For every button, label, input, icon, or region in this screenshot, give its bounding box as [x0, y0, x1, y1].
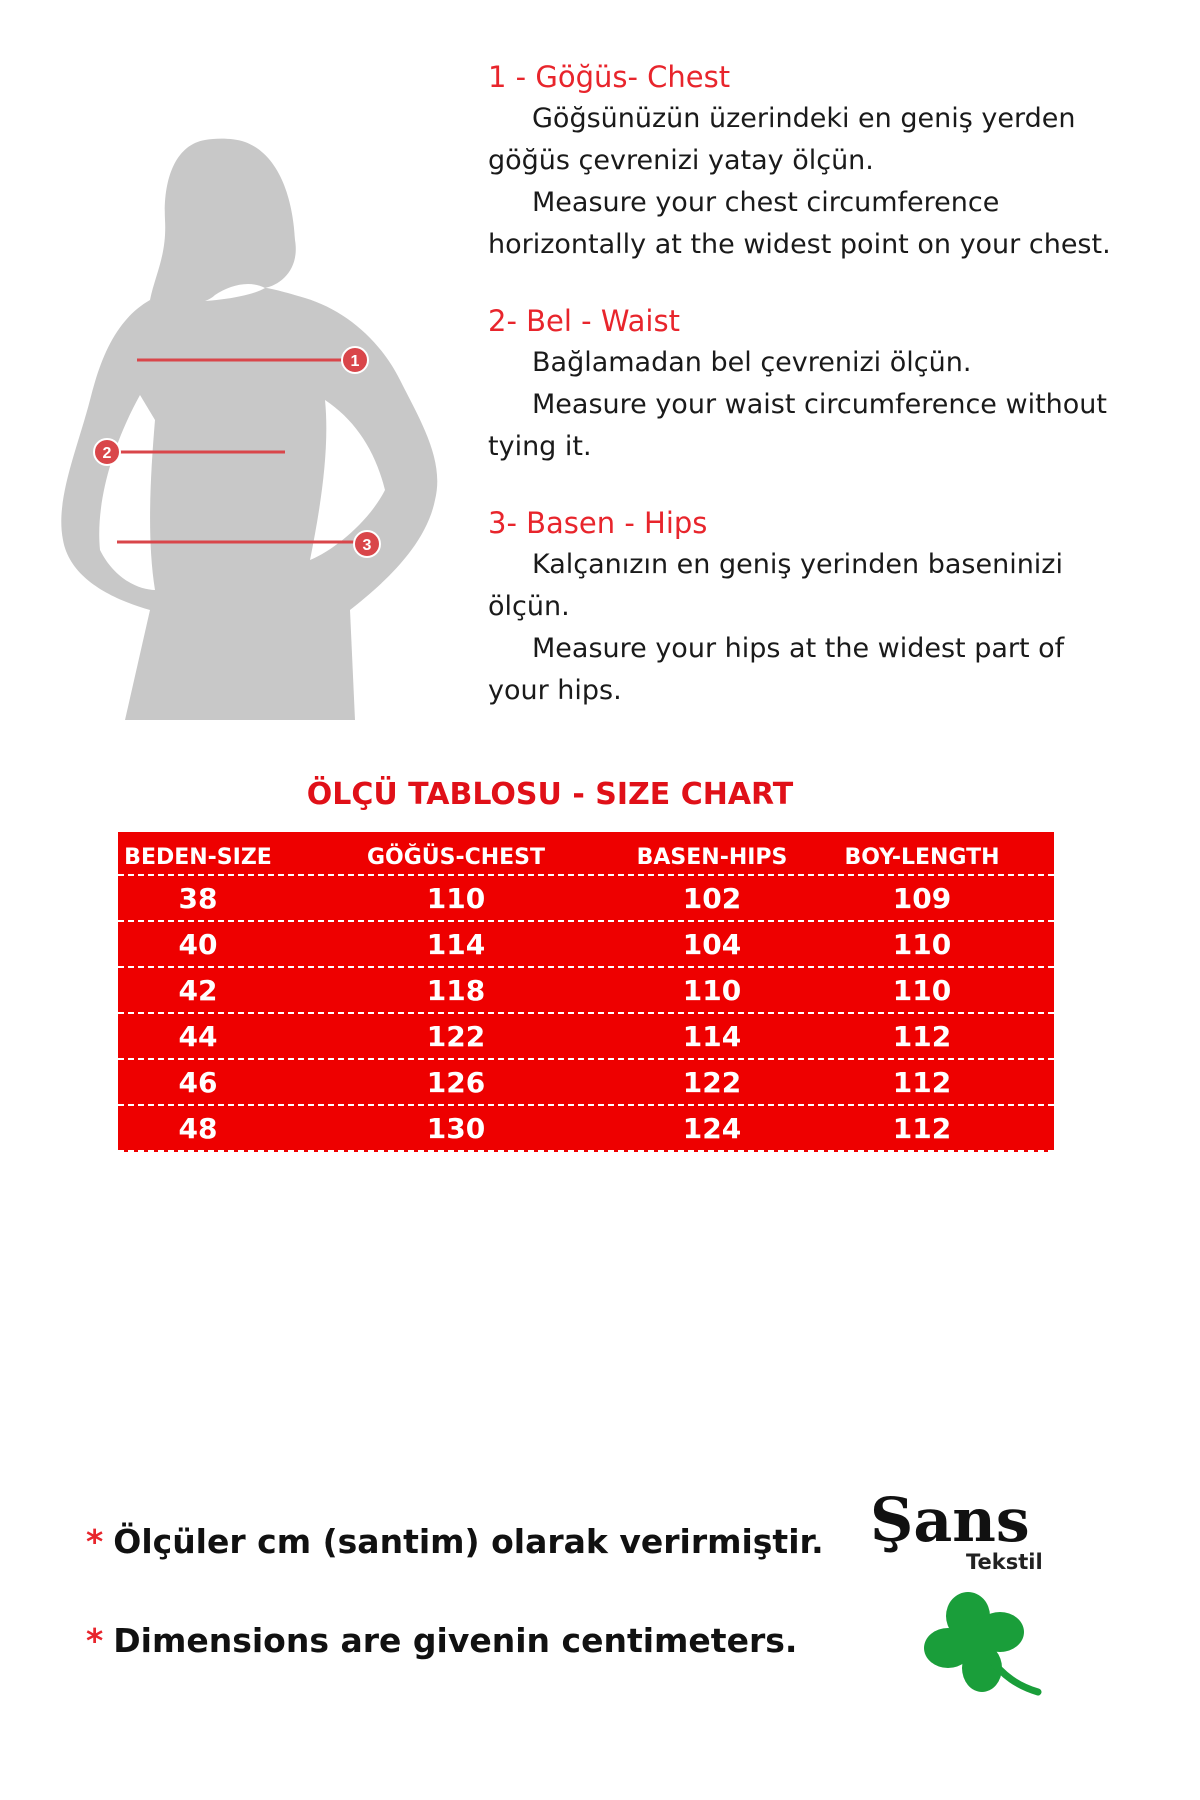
note-asterisk: *	[86, 1621, 104, 1660]
marker-label-1: 1	[350, 353, 360, 370]
cell-size: 44	[178, 1019, 218, 1053]
table-row	[118, 968, 1054, 1014]
note-asterisk: *	[86, 1522, 104, 1561]
section-chest	[488, 60, 1168, 266]
marker-waist	[94, 439, 120, 465]
section-text-line: horizontally at the widest point on your chest.	[488, 229, 1111, 260]
header-length: BOY-LENGTH	[844, 845, 1000, 870]
marker-hips	[354, 531, 380, 557]
measurement-instructions	[488, 60, 1168, 750]
logo-subtitle: Tekstil	[966, 1550, 1043, 1574]
cell-size: 48	[178, 1111, 218, 1145]
marker-chest	[342, 347, 368, 373]
cell-chest: 130	[426, 1111, 486, 1145]
cell-length: 109	[892, 881, 952, 915]
cell-chest: 122	[426, 1019, 486, 1053]
header-size: BEDEN-SIZE	[124, 845, 272, 870]
cell-length: 110	[892, 927, 952, 961]
note-text: Ölçüler cm (santim) olarak verirmiştir.	[113, 1522, 824, 1561]
header-hips: BASEN-HIPS	[636, 845, 788, 870]
silhouette-head	[150, 139, 296, 306]
cell-hips: 114	[682, 1019, 742, 1053]
section-text-line: Göğsünüzün üzerindeki en geniş yerden	[532, 103, 1076, 134]
section-title-chest: 1 - Göğüs- Chest	[488, 60, 731, 94]
body-silhouette	[55, 120, 455, 720]
size-chart-table	[118, 832, 1054, 1152]
section-text-line: Measure your hips at the widest part of	[532, 633, 1065, 664]
note-units-tr	[86, 1522, 824, 1561]
cell-chest: 118	[426, 973, 486, 1007]
cell-length: 112	[892, 1111, 952, 1145]
section-hips	[488, 506, 1168, 712]
cell-size: 42	[178, 973, 218, 1007]
table-row	[118, 1106, 1054, 1152]
cell-length: 112	[892, 1065, 952, 1099]
section-text-line: your hips.	[488, 675, 622, 706]
cell-chest: 126	[426, 1065, 486, 1099]
table-row	[118, 1014, 1054, 1060]
section-text-line: göğüs çevrenizi yatay ölçün.	[488, 145, 874, 176]
cell-size: 38	[178, 881, 218, 915]
cell-hips: 102	[682, 881, 742, 915]
header-chest: GÖĞÜS-CHEST	[366, 845, 546, 870]
cell-hips: 122	[682, 1065, 742, 1099]
section-text-line: tying it.	[488, 431, 592, 462]
table-row	[118, 876, 1054, 922]
brand-logo	[870, 1486, 1070, 1574]
section-text-line: Measure your chest circumference	[532, 187, 1000, 218]
cell-length: 110	[892, 973, 952, 1007]
size-chart-title: ÖLÇÜ TABLOSU - SIZE CHART	[306, 777, 794, 812]
cell-hips: 104	[682, 927, 742, 961]
cell-hips: 110	[682, 973, 742, 1007]
measurement-figure	[55, 120, 455, 720]
table-header-row	[118, 832, 1054, 876]
section-waist	[488, 304, 1168, 468]
table-row	[118, 1060, 1054, 1106]
note-text: Dimensions are givenin centimeters.	[113, 1621, 798, 1660]
section-text-line: ölçün.	[488, 591, 570, 622]
clover-icon	[918, 1586, 1048, 1706]
section-text-line: Kalçanızın en geniş yerinden baseninizi	[532, 549, 1063, 580]
table-row	[118, 922, 1054, 968]
cell-length: 112	[892, 1019, 952, 1053]
logo-name: Şans	[870, 1486, 1030, 1556]
cell-hips: 124	[682, 1111, 742, 1145]
note-units-en	[86, 1621, 797, 1660]
cell-chest: 114	[426, 927, 486, 961]
section-title-waist: 2- Bel - Waist	[488, 304, 680, 338]
cell-size: 40	[178, 927, 218, 961]
cell-size: 46	[178, 1065, 218, 1099]
marker-label-3: 3	[362, 537, 372, 554]
marker-label-2: 2	[102, 445, 112, 462]
section-text-line: Measure your waist circumference without	[532, 389, 1107, 420]
cell-chest: 110	[426, 881, 486, 915]
section-text-line: Bağlamadan bel çevrenizi ölçün.	[532, 347, 972, 378]
section-title-hips: 3- Basen - Hips	[488, 506, 708, 540]
